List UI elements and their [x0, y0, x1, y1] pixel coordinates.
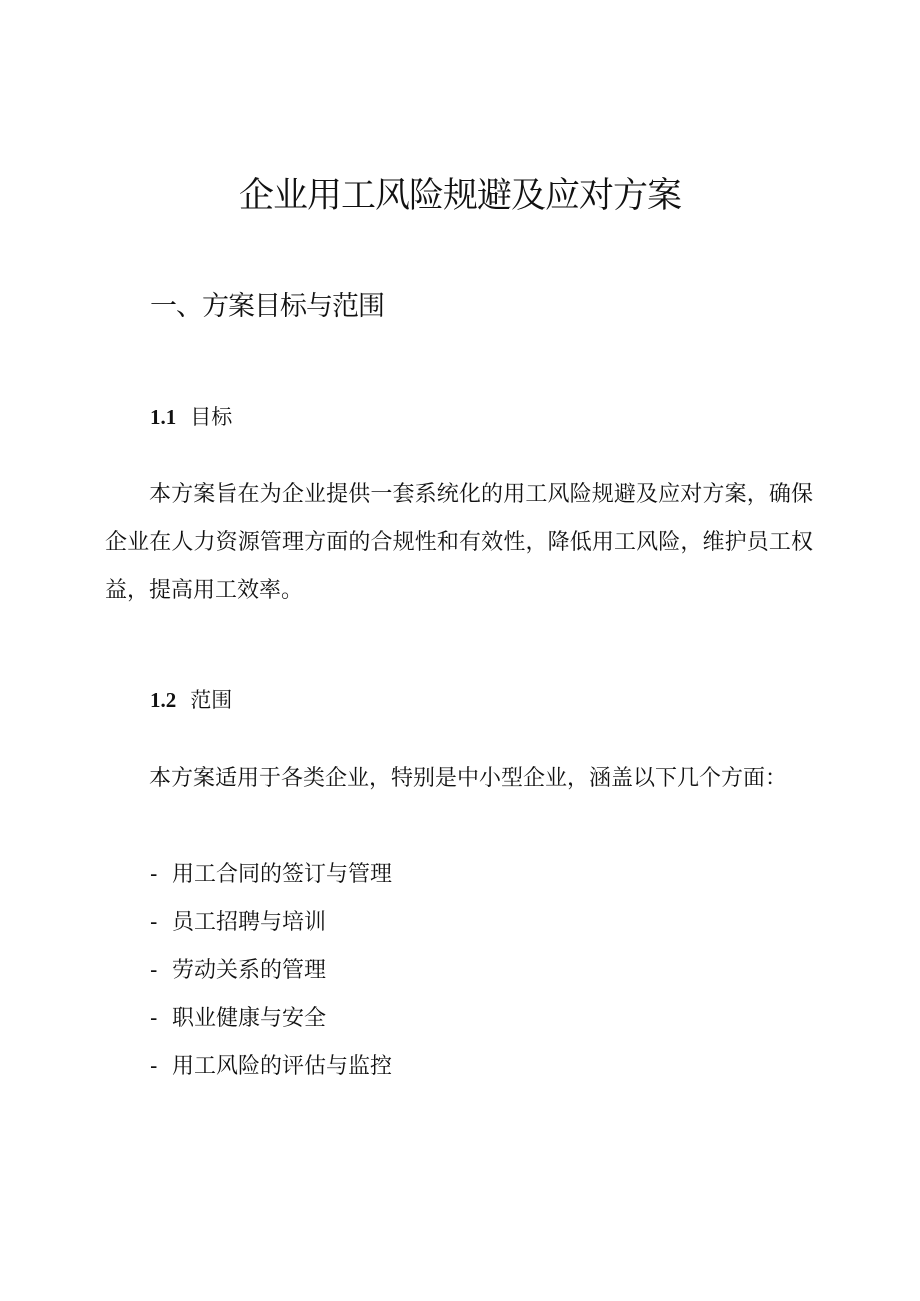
subsection-number: 1.1	[150, 405, 177, 429]
section-heading-goals-scope: 一、方案目标与范围	[150, 291, 384, 322]
scope-paragraph: 本方案适用于各类企业，特别是中小型企业，涵盖以下几个方面：	[149, 766, 788, 791]
subsection-heading-goal	[150, 402, 232, 432]
document-title: 企业用工风险规避及应对方案	[238, 176, 681, 216]
list-item: - 职业健康与安全	[150, 995, 392, 1043]
list-marker: -	[150, 1006, 158, 1031]
list-item: - 员工招聘与培训	[150, 899, 392, 947]
list-item: - 劳动关系的管理	[150, 947, 392, 995]
list-item: - 用工合同的签订与管理	[150, 851, 392, 899]
list-marker: -	[150, 862, 158, 887]
scope-list	[150, 851, 392, 1091]
list-marker: -	[150, 958, 158, 983]
subsection-label: 范围	[190, 688, 233, 712]
subsection-number: 1.2	[150, 688, 177, 712]
list-marker: -	[150, 910, 158, 935]
list-item: - 用工风险的评估与监控	[150, 1043, 392, 1091]
list-marker: -	[150, 1054, 158, 1079]
subsection-label: 目标	[190, 405, 233, 429]
goal-paragraph: 本方案旨在为企业提供一套系统化的用工风险规避及应对方案，确保企业在人力资源管理方面的合规性和有效性，降低用工风险，维护员工权益，提高用工效率。	[105, 482, 813, 603]
subsection-heading-scope	[150, 685, 232, 715]
